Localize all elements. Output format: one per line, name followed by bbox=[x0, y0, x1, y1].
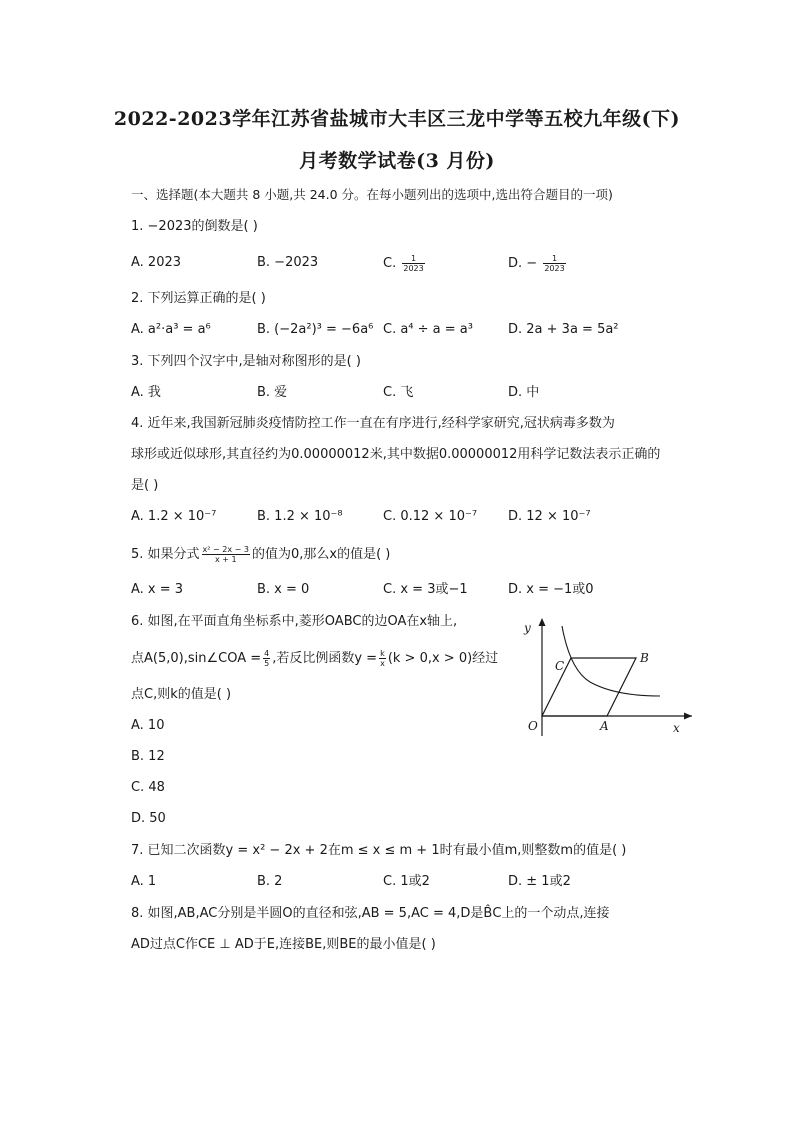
q6-option-a: A. 10 bbox=[131, 718, 165, 733]
q1-stem: 1. −2023的倒数是( ) bbox=[131, 219, 258, 234]
y-axis-arrow-icon bbox=[539, 618, 546, 626]
q1-option-c-fraction bbox=[402, 254, 424, 273]
fig-label-x: x bbox=[673, 721, 680, 735]
q6-option-c: C. 48 bbox=[131, 780, 165, 795]
q1-c-numerator: 1 bbox=[402, 254, 424, 264]
exam-title-line2: 月考数学试卷(3 月份) bbox=[299, 150, 495, 172]
exam-title-line1: 2022-2023学年江苏省盐城市大丰区三龙中学等五校九年级(下) bbox=[113, 108, 681, 130]
q4-line1: 4. 近年来,我国新冠肺炎疫情防控工作一直在有序进行,经科学家研究,冠状病毒多数为 bbox=[131, 416, 615, 431]
q5-fraction bbox=[202, 545, 250, 564]
x-axis-arrow-icon bbox=[684, 713, 692, 720]
fig-label-b: B bbox=[640, 651, 649, 665]
q6-sin-denominator: 5 bbox=[264, 659, 270, 668]
q7-option-b: B. 2 bbox=[257, 874, 283, 889]
q7-option-a: A. 1 bbox=[131, 874, 157, 889]
q2-option-d: D. 2a + 3a = 5a² bbox=[508, 322, 619, 337]
q2-option-b: B. (−2a²)³ = −6a⁶ bbox=[257, 322, 374, 337]
q6-option-d: D. 50 bbox=[131, 811, 166, 826]
q1-option-a: A. 2023 bbox=[131, 255, 182, 270]
q8-line1: 8. 如图,AB,AC分别是半圆O的直径和弦,AB = 5,AC = 4,D是B̂C上的一个动点,连接 bbox=[131, 906, 610, 921]
fig-label-c: C bbox=[555, 659, 565, 673]
q6-sin-fraction bbox=[263, 649, 270, 668]
q1-c-denominator: 2023 bbox=[403, 264, 424, 273]
q6-line3: 点C,则k的值是( ) bbox=[131, 687, 232, 702]
q5-option-d: D. x = −1或0 bbox=[508, 582, 594, 597]
q1-d-numerator: 1 bbox=[543, 254, 565, 264]
q5-option-a: A. x = 3 bbox=[131, 582, 184, 597]
q6-option-b: B. 12 bbox=[131, 749, 165, 764]
section-header: 一、选择题(本大题共 8 小题,共 24.0 分。在每小题列出的选项中,选出符合题目的一项) bbox=[131, 187, 613, 202]
q7-option-d: D. ± 1或2 bbox=[508, 874, 571, 889]
q5-option-b: B. x = 0 bbox=[257, 582, 310, 597]
q5-stem-pre: 5. 如果分式 bbox=[131, 547, 200, 562]
q3-option-a: A. 我 bbox=[131, 385, 161, 400]
q6-line1: 6. 如图,在平面直角坐标系中,菱形OABC的边OA在x轴上, bbox=[131, 614, 458, 629]
q1-option-c-prefix: C. bbox=[383, 256, 397, 271]
q5-stem bbox=[131, 545, 390, 564]
q2-stem: 2. 下列运算正确的是( ) bbox=[131, 291, 266, 306]
q6-k-fraction bbox=[379, 649, 386, 668]
q3-option-b: B. 爱 bbox=[257, 385, 288, 400]
q4-option-b: B. 1.2 × 10⁻⁸ bbox=[257, 509, 343, 524]
q6-k-denominator: x bbox=[380, 659, 385, 668]
q4-option-c: C. 0.12 × 10⁻⁷ bbox=[383, 509, 478, 524]
q1-option-d-fraction bbox=[543, 254, 565, 273]
q5-stem-post: 的值为0,那么x的值是( ) bbox=[251, 547, 391, 562]
q6-line2-post: (k > 0,x > 0)经过 bbox=[387, 651, 499, 666]
q6-line2-mid: ,若反比例函数y = bbox=[272, 651, 378, 666]
q1-option-d bbox=[508, 254, 568, 273]
q8-line2: AD过点C作CE ⊥ AD于E,连接BE,则BE的最小值是( ) bbox=[131, 937, 436, 952]
q7-option-c: C. 1或2 bbox=[383, 874, 430, 889]
q2-option-c: C. a⁴ ÷ a = a³ bbox=[383, 322, 473, 337]
q7-stem: 7. 已知二次函数y = x² − 2x + 2在m ≤ x ≤ m + 1时有最小值m,则整数m的值是( ) bbox=[131, 843, 627, 858]
q3-option-d: D. 中 bbox=[508, 385, 540, 400]
q2-option-a: A. a²·a³ = a⁶ bbox=[131, 322, 211, 337]
q1-d-denominator: 2023 bbox=[544, 264, 565, 273]
q6-rhombus-figure bbox=[520, 612, 700, 736]
q5-denominator: x + 1 bbox=[214, 555, 237, 564]
q6-line2-pre: 点A(5,0),sin∠COA = bbox=[131, 651, 262, 666]
q6-sin-numerator: 4 bbox=[264, 649, 270, 658]
q6-k-numerator: k bbox=[380, 649, 385, 658]
q1-option-c bbox=[383, 254, 427, 273]
q4-option-d: D. 12 × 10⁻⁷ bbox=[508, 509, 591, 524]
q4-line3: 是( ) bbox=[131, 478, 159, 493]
fig-label-o: O bbox=[528, 719, 538, 733]
q5-option-c: C. x = 3或−1 bbox=[383, 582, 468, 597]
fig-label-y: y bbox=[524, 621, 531, 635]
q3-option-c: C. 飞 bbox=[383, 385, 414, 400]
fig-label-a: A bbox=[600, 719, 609, 733]
q6-line2 bbox=[131, 649, 498, 668]
q1-option-d-prefix: D. − bbox=[508, 256, 538, 271]
q5-numerator: x² − 2x − 3 bbox=[202, 545, 249, 554]
q3-stem: 3. 下列四个汉字中,是轴对称图形的是( ) bbox=[131, 354, 361, 369]
q4-option-a: A. 1.2 × 10⁻⁷ bbox=[131, 509, 217, 524]
q4-line2: 球形或近似球形,其直径约为0.00000012米,其中数据0.00000012用科学记数法表示正确的 bbox=[131, 447, 661, 462]
q1-option-b: B. −2023 bbox=[257, 255, 319, 270]
